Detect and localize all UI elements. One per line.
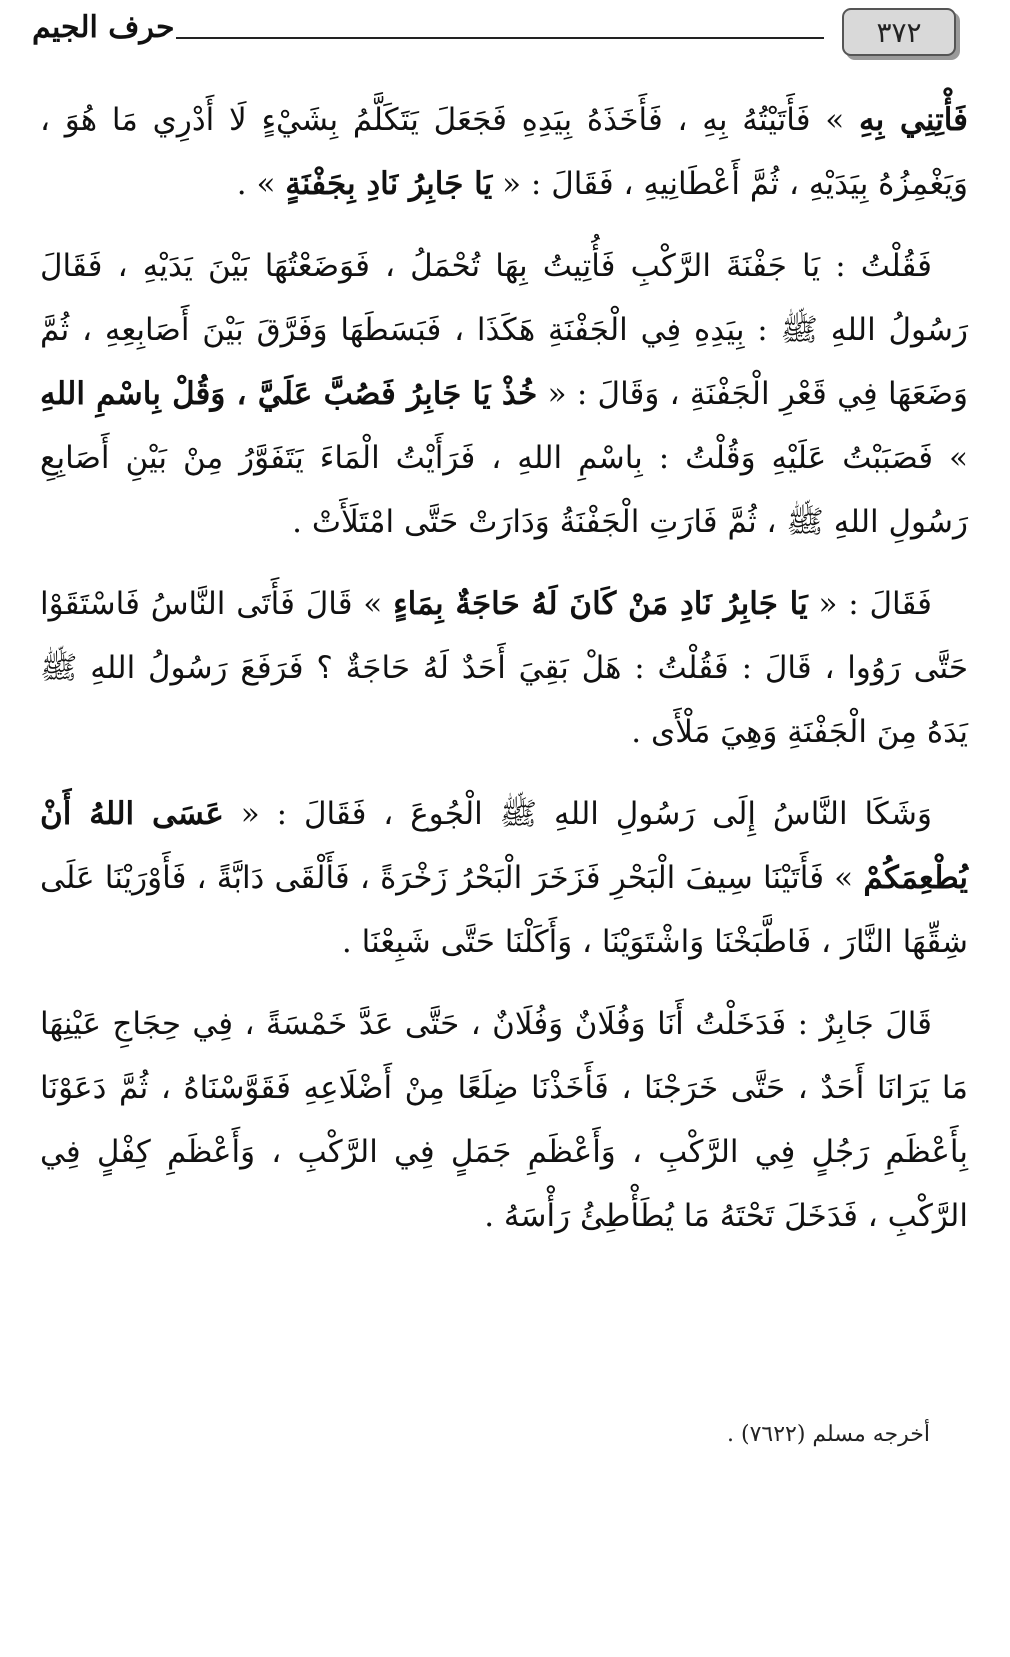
paragraph-text: فَقَالَ : « bbox=[807, 586, 932, 622]
hadith-quote: يَا جَابِرُ نَادِ بِجَفْنَةٍ bbox=[285, 166, 493, 202]
hadith-quote: خُذْ يَا جَابِرُ فَصُبَّ عَلَيَّ ، وَقُلْ بِاسْمِ اللهِ bbox=[40, 376, 538, 412]
paragraph-text: » فَأَتَيْتُهُ بِهِ ، فَأَخَذَهُ بِيَدِهِ فَجَعَلَ يَتَكَلَّمُ بِشَيْءٍ لَا أَدْرِي مَا هُوَ ، وَيَغْمِزُهُ بِيَدَيْهِ ، ثُمَّ أَعْطَانِيهِ ، فَقَالَ : « bbox=[40, 102, 968, 202]
paragraph-5 bbox=[40, 992, 968, 1248]
paragraph-text: فَقُلْتُ : يَا جَفْنَةَ الرَّكْبِ فَأُتِيتُ بِهَا تُحْمَلُ ، فَوَضَعْتُهَا بَيْنَ يَدَيْهِ ، فَقَالَ رَسُولُ اللهِ ﷺ : بِيَدِهِ فِي الْجَفْنَةِ هَكَذَا ، فَبَسَطَهَا وَفَرَّقَ بَيْنَ أَصَابِعِهِ ، ثُمَّ وَضَعَهَا فِي قَعْرِ الْجَفْنَةِ ، وَقَالَ : « bbox=[40, 248, 968, 412]
paragraph-4 bbox=[40, 782, 968, 974]
paragraph-2 bbox=[40, 234, 968, 554]
paragraph-text: وَشَكَا النَّاسُ إِلَى رَسُولِ اللهِ ﷺ الْجُوعَ ، فَقَالَ : « bbox=[223, 796, 932, 832]
paragraph-text: » فَصَبَبْتُ عَلَيْهِ وَقُلْتُ : بِاسْمِ اللهِ ، فَرَأَيْتُ الْمَاءَ يَتَفَوَّرُ مِنْ بَيْنِ أَصَابِعِ رَسُولِ اللهِ ﷺ ، ثُمَّ فَارَتِ الْجَفْنَةُ وَدَارَتْ حَتَّى امْتَلَأَتْ . bbox=[40, 440, 968, 540]
main-text bbox=[40, 88, 968, 1266]
hadith-quote: فَأْتِنِي بِهِ bbox=[858, 102, 968, 138]
paragraph-text: » قَالَ فَأَتَى النَّاسُ فَاسْتَقَوْا حَتَّى رَوُوا ، قَالَ : فَقُلْتُ : هَلْ بَقِيَ أَحَدٌ لَهُ حَاجَةٌ ؟ فَرَفَعَ رَسُولُ اللهِ ﷺ يَدَهُ مِنَ الْجَفْنَةِ وَهِيَ مَلْأَى . bbox=[40, 586, 968, 750]
paragraph-1 bbox=[40, 88, 968, 216]
footnote: أخرجه مسلم (٧٦٢٢) . bbox=[727, 1422, 930, 1447]
header-rule bbox=[176, 37, 824, 39]
chapter-title: حرف الجيم bbox=[32, 10, 175, 45]
paragraph-text: » فَأَتَيْنَا سِيفَ الْبَحْرِ فَزَخَرَ الْبَحْرُ زَخْرَةً ، فَأَلْقَى دَابَّةً ، فَأَوْرَيْنَا عَلَى شِقِّهَا النَّارَ ، فَاطَّبَخْنَا وَاشْتَوَيْنَا ، وَأَكَلْنَا حَتَّى شَبِعْنَا . bbox=[40, 860, 968, 960]
hadith-quote: يَا جَابِرُ نَادِ مَنْ كَانَ لَهُ حَاجَةٌ بِمَاءٍ bbox=[393, 586, 808, 622]
paragraph-text: » . bbox=[236, 166, 286, 202]
page-header bbox=[0, 0, 1010, 70]
hadith-quote: عَسَى اللهُ أَنْ يُطْعِمَكُمْ bbox=[40, 796, 968, 896]
paragraph-3 bbox=[40, 572, 968, 764]
paragraph-text: قَالَ جَابِرٌ : فَدَخَلْتُ أَنَا وَفُلَانٌ وَفُلَانٌ ، حَتَّى عَدَّ خَمْسَةً ، فِي حِجَاجِ عَيْنِهَا مَا يَرَانَا أَحَدٌ ، حَتَّى خَرَجْنَا ، فَأَخَذْنَا ضِلَعًا مِنْ أَضْلَاعِهِ فَقَوَّسْنَاهُ ، ثُمَّ دَعَوْنَا بِأَعْظَمِ رَجُلٍ فِي الرَّكْبِ ، وَأَعْظَمِ جَمَلٍ فِي الرَّكْبِ ، وَأَعْظَمِ كِفْلٍ فِي الرَّكْبِ ، فَدَخَلَ تَحْتَهُ مَا يُطَأْطِئُ رَأْسَهُ . bbox=[40, 1006, 968, 1234]
page-number: ٣٧٢ bbox=[842, 8, 956, 56]
